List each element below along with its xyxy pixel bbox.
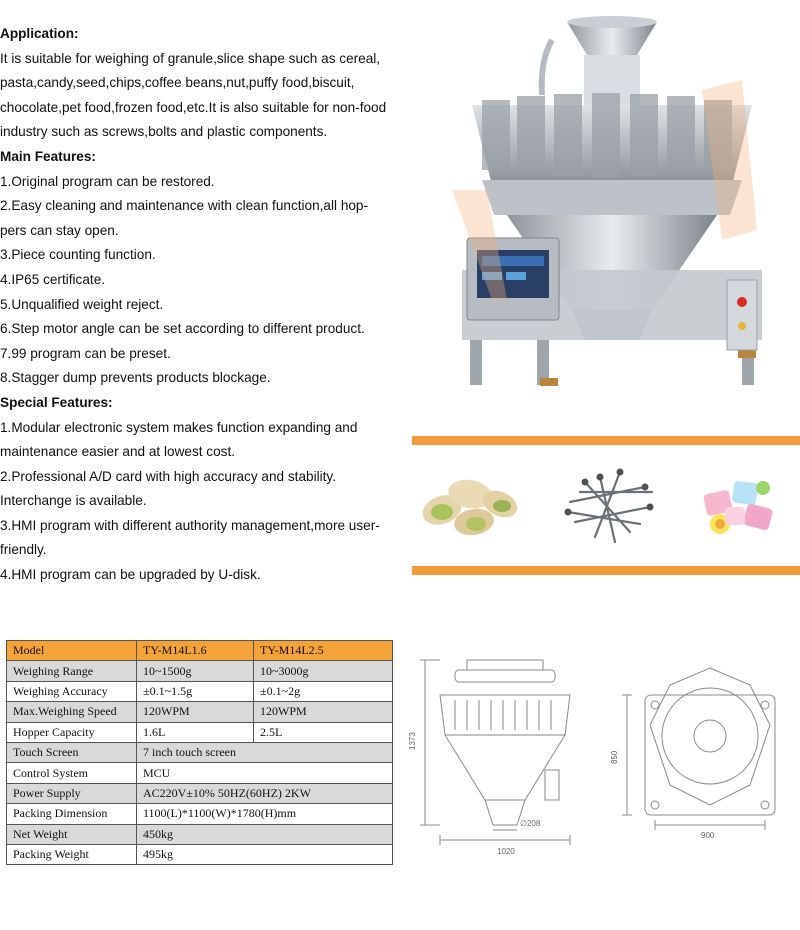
description-line: 4.IP65 certificate. (0, 271, 106, 287)
description-line: 2.Easy cleaning and maintenance with clean function,all hop- (0, 198, 369, 214)
description-line: 1.Original program can be restored. (0, 173, 215, 189)
table-cell: Packing Weight (7, 844, 137, 864)
table-cell: 120WPM (254, 702, 393, 722)
description-line: pers can stay open. (0, 222, 119, 238)
table-cell: ±0.1~1.5g (137, 681, 254, 701)
table-cell: 2.5L (254, 722, 393, 742)
table-row (7, 681, 393, 701)
table-cell: Weighing Range (7, 661, 137, 681)
table-row (7, 783, 393, 803)
description-line: 7.99 program can be preset. (0, 345, 171, 361)
table-row (7, 824, 393, 844)
orange-divider-top (412, 436, 800, 445)
table-row (7, 661, 393, 681)
table-cell: Packing Dimension (7, 804, 137, 824)
table-cell: Power Supply (7, 783, 137, 803)
dim-top-depth: 850 (610, 750, 619, 764)
table-cell: Net Weight (7, 824, 137, 844)
description-line: friendly. (0, 542, 47, 558)
table-row (7, 763, 393, 783)
pistachio-image (412, 462, 532, 552)
spec-table (6, 640, 393, 865)
dim-height: 1373 (408, 732, 417, 750)
table-cell: Model (7, 641, 137, 661)
table-cell: 495kg (137, 844, 393, 864)
description-line: maintenance easier and at lowest cost. (0, 444, 236, 460)
description-line: It is suitable for weighing of granule,slice shape such as cereal, (0, 50, 381, 66)
table-cell: 10~1500g (137, 661, 254, 681)
table-row (7, 702, 393, 722)
dim-width: 1020 (497, 847, 515, 856)
description-line: 5.Unqualified weight reject. (0, 296, 164, 312)
table-cell: 1.6L (137, 722, 254, 742)
dim-outlet: ∅208 (520, 819, 541, 828)
table-cell: 7 inch touch screen (137, 742, 393, 762)
table-row (7, 722, 393, 742)
table-cell: Hopper Capacity (7, 722, 137, 742)
dimension-drawing (405, 640, 800, 870)
section-heading: Special Features: (0, 394, 113, 410)
table-cell: 10~3000g (254, 661, 393, 681)
table-cell: Max.Weighing Speed (7, 702, 137, 722)
description-line: 3.HMI program with different authority management,more user- (0, 517, 380, 533)
description-line: 6.Step motor angle can be set according to different product. (0, 321, 365, 337)
table-cell: TY-M14L2.5 (254, 641, 393, 661)
table-cell: 1100(L)*1100(W)*1780(H)mm (137, 804, 393, 824)
description-line: industry such as screws,bolts and plastic components. (0, 124, 328, 140)
description-line: Interchange is available. (0, 493, 147, 509)
table-row (7, 742, 393, 762)
description-line: chocolate,pet food,frozen food,etc.It is also suitable for non-food (0, 99, 387, 115)
table-cell: 450kg (137, 824, 393, 844)
description-line: pasta,candy,seed,chips,coffee beans,nut,puffy food,biscuit, (0, 75, 355, 91)
table-row (7, 804, 393, 824)
section-heading: Main Features: (0, 148, 96, 164)
section-heading: Application: (0, 26, 79, 41)
table-row (7, 844, 393, 864)
table-cell: Touch Screen (7, 742, 137, 762)
table-cell: 120WPM (137, 702, 254, 722)
dim-top-width: 900 (701, 831, 715, 840)
table-cell: Control System (7, 763, 137, 783)
machine-photo (412, 0, 800, 430)
table-row (7, 641, 393, 661)
table-cell: Weighing Accuracy (7, 681, 137, 701)
table-cell: TY-M14L1.6 (137, 641, 254, 661)
description-line: 1.Modular electronic system makes function expanding and (0, 419, 358, 435)
description-line: 3.Piece counting function. (0, 247, 156, 263)
description-line: 8.Stagger dump prevents products blockage. (0, 370, 271, 386)
description-line: 2.Professional A/D card with high accuracy and stability. (0, 468, 336, 484)
table-cell: AC220V±10% 50HZ(60HZ) 2KW (137, 783, 393, 803)
nails-image (560, 462, 660, 552)
table-cell: ±0.1~2g (254, 681, 393, 701)
orange-divider-bottom (412, 566, 800, 575)
table-cell: MCU (137, 763, 393, 783)
candy-image (695, 462, 785, 552)
description-text (0, 22, 405, 588)
description-line: 4.HMI program can be upgraded by U-disk. (0, 567, 261, 583)
